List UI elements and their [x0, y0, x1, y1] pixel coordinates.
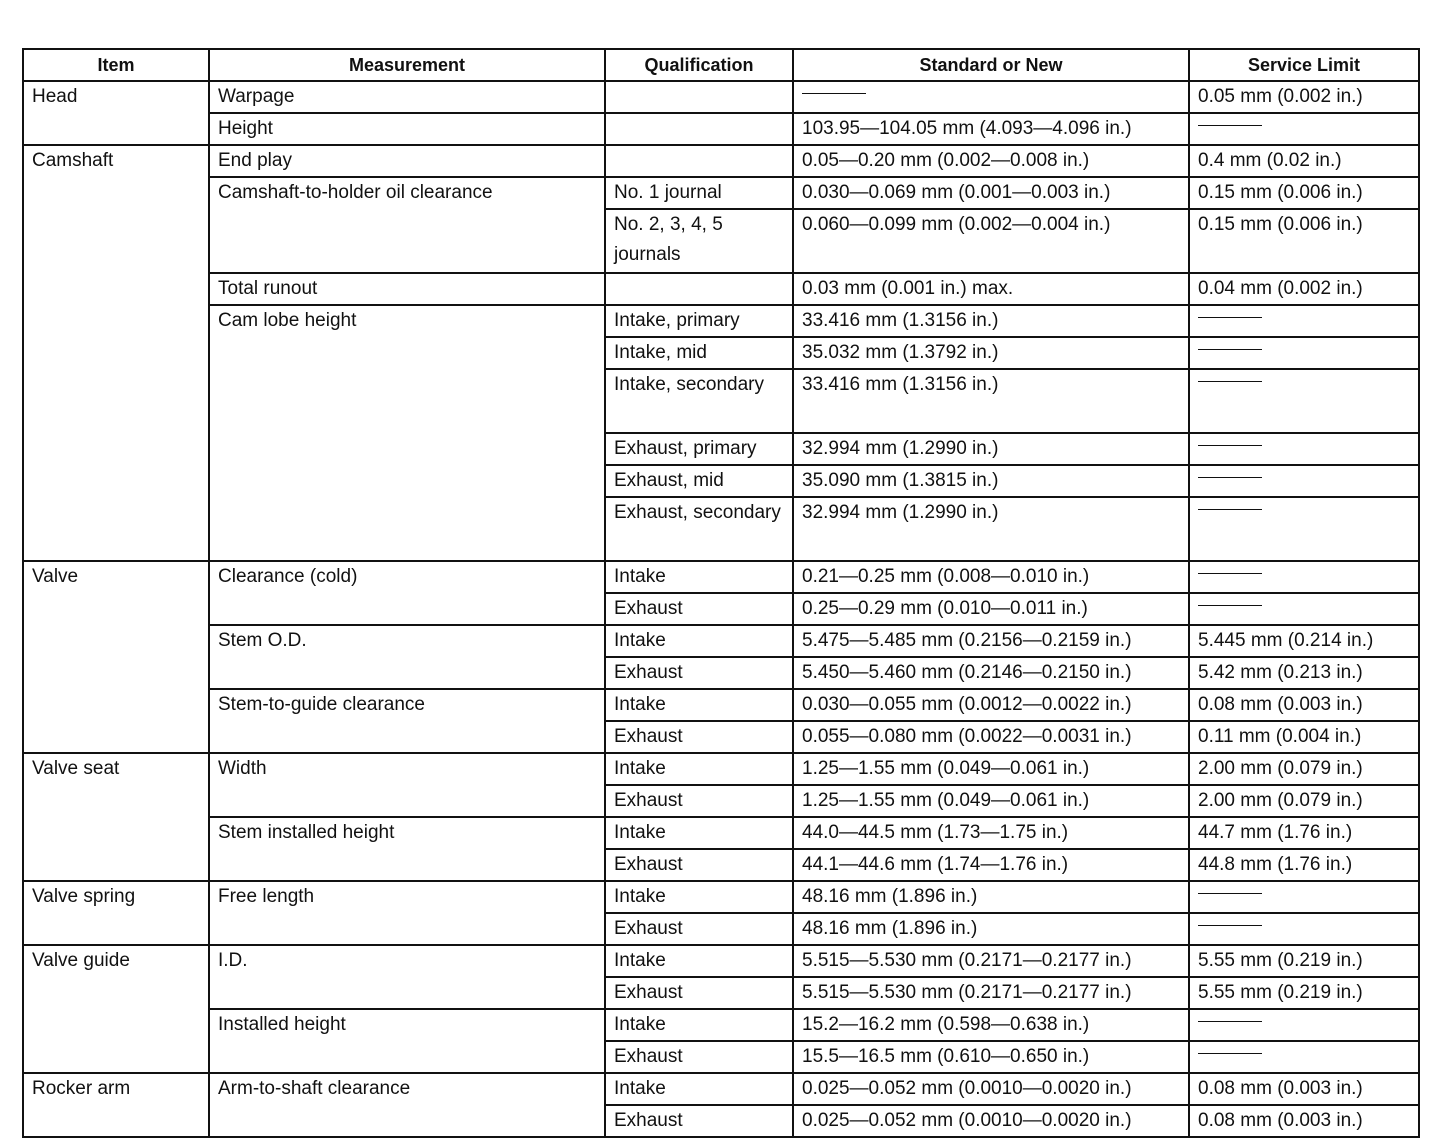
- table-row: [23, 113, 1419, 145]
- measurement-cell: Arm-to-shaft clearance: [209, 1073, 605, 1137]
- table-row: [23, 817, 1419, 849]
- limit-cell: 0.08 mm (0.003 in.): [1189, 1105, 1419, 1137]
- limit-cell: [1189, 1009, 1419, 1041]
- qualification-cell: No. 1 journal: [605, 177, 793, 209]
- table-body: [23, 81, 1419, 1137]
- limit-cell: 44.8 mm (1.76 in.): [1189, 849, 1419, 881]
- standard-cell: 0.060—0.099 mm (0.002—0.004 in.): [793, 209, 1189, 273]
- measurement-cell: Cam lobe height: [209, 305, 605, 561]
- standard-cell: 5.450—5.460 mm (0.2146—0.2150 in.): [793, 657, 1189, 689]
- limit-cell: 5.55 mm (0.219 in.): [1189, 977, 1419, 1009]
- limit-cell: 0.04 mm (0.002 in.): [1189, 273, 1419, 305]
- header-item: Item: [23, 49, 209, 81]
- measurement-cell: Stem-to-guide clearance: [209, 689, 605, 753]
- dash-icon: [1198, 893, 1262, 894]
- dash-icon: [1198, 125, 1262, 126]
- standard-cell: 15.5—16.5 mm (0.610—0.650 in.): [793, 1041, 1189, 1073]
- qualification-cell: [605, 113, 793, 145]
- standard-cell: 0.03 mm (0.001 in.) max.: [793, 273, 1189, 305]
- measurement-cell: Installed height: [209, 1009, 605, 1073]
- limit-cell: 5.55 mm (0.219 in.): [1189, 945, 1419, 977]
- dash-icon: [1198, 925, 1262, 926]
- limit-cell: 0.15 mm (0.006 in.): [1189, 177, 1419, 209]
- dash-icon: [1198, 605, 1262, 606]
- limit-cell: [1189, 465, 1419, 497]
- standard-cell: 35.032 mm (1.3792 in.): [793, 337, 1189, 369]
- table-row: [23, 689, 1419, 721]
- table-row: [23, 81, 1419, 113]
- measurement-cell: Free length: [209, 881, 605, 945]
- qualification-cell: Exhaust, primary: [605, 433, 793, 465]
- standard-cell: 32.994 mm (1.2990 in.): [793, 497, 1189, 561]
- measurement-cell: Camshaft-to-holder oil clearance: [209, 177, 605, 273]
- dash-icon: [1198, 445, 1262, 446]
- limit-cell: [1189, 497, 1419, 561]
- standard-cell: [793, 81, 1189, 113]
- standard-cell: 33.416 mm (1.3156 in.): [793, 305, 1189, 337]
- limit-cell: [1189, 433, 1419, 465]
- limit-cell: [1189, 913, 1419, 945]
- spec-table: [22, 48, 1420, 1138]
- standard-cell: 0.025—0.052 mm (0.0010—0.0020 in.): [793, 1073, 1189, 1105]
- qualification-cell: [605, 145, 793, 177]
- standard-cell: 0.25—0.29 mm (0.010—0.011 in.): [793, 593, 1189, 625]
- qualification-cell: Intake, mid: [605, 337, 793, 369]
- limit-cell: [1189, 561, 1419, 593]
- qualification-cell: Exhaust: [605, 721, 793, 753]
- limit-cell: 0.11 mm (0.004 in.): [1189, 721, 1419, 753]
- qualification-cell: Intake: [605, 561, 793, 593]
- dash-icon: [1198, 349, 1262, 350]
- standard-cell: 48.16 mm (1.896 in.): [793, 913, 1189, 945]
- qualification-cell: [605, 81, 793, 113]
- qualification-cell: Intake: [605, 753, 793, 785]
- table-row: [23, 1009, 1419, 1041]
- item-cell: Valve: [23, 561, 209, 753]
- dash-icon: [1198, 509, 1262, 510]
- table-header: [23, 49, 1419, 81]
- measurement-cell: End play: [209, 145, 605, 177]
- limit-cell: 2.00 mm (0.079 in.): [1189, 753, 1419, 785]
- standard-cell: 0.21—0.25 mm (0.008—0.010 in.): [793, 561, 1189, 593]
- standard-cell: 103.95—104.05 mm (4.093—4.096 in.): [793, 113, 1189, 145]
- standard-cell: 44.0—44.5 mm (1.73—1.75 in.): [793, 817, 1189, 849]
- item-cell: Rocker arm: [23, 1073, 209, 1137]
- standard-cell: 48.16 mm (1.896 in.): [793, 881, 1189, 913]
- measurement-cell: Stem O.D.: [209, 625, 605, 689]
- standard-cell: 5.515—5.530 mm (0.2171—0.2177 in.): [793, 977, 1189, 1009]
- standard-cell: 35.090 mm (1.3815 in.): [793, 465, 1189, 497]
- header-qualification: Qualification: [605, 49, 793, 81]
- measurement-cell: I.D.: [209, 945, 605, 1009]
- standard-cell: 1.25—1.55 mm (0.049—0.061 in.): [793, 785, 1189, 817]
- standard-cell: 32.994 mm (1.2990 in.): [793, 433, 1189, 465]
- limit-cell: [1189, 881, 1419, 913]
- dash-icon: [1198, 573, 1262, 574]
- qualification-cell: Exhaust, mid: [605, 465, 793, 497]
- qualification-cell: Exhaust: [605, 977, 793, 1009]
- limit-cell: 0.4 mm (0.02 in.): [1189, 145, 1419, 177]
- standard-cell: 15.2—16.2 mm (0.598—0.638 in.): [793, 1009, 1189, 1041]
- item-cell: Camshaft: [23, 145, 209, 561]
- measurement-cell: Clearance (cold): [209, 561, 605, 625]
- limit-cell: [1189, 1041, 1419, 1073]
- table-row: [23, 753, 1419, 785]
- header-standard: Standard or New: [793, 49, 1189, 81]
- qualification-cell: Exhaust: [605, 785, 793, 817]
- standard-cell: 0.05—0.20 mm (0.002—0.008 in.): [793, 145, 1189, 177]
- qualification-cell: Exhaust: [605, 1041, 793, 1073]
- standard-cell: 0.025—0.052 mm (0.0010—0.0020 in.): [793, 1105, 1189, 1137]
- table-row: [23, 177, 1419, 209]
- measurement-cell: Total runout: [209, 273, 605, 305]
- table-row: [23, 561, 1419, 593]
- dash-icon: [1198, 477, 1262, 478]
- limit-cell: [1189, 305, 1419, 337]
- qualification-cell: Intake: [605, 817, 793, 849]
- limit-cell: [1189, 369, 1419, 433]
- limit-cell: 0.05 mm (0.002 in.): [1189, 81, 1419, 113]
- table-row: [23, 1073, 1419, 1105]
- standard-cell: 5.515—5.530 mm (0.2171—0.2177 in.): [793, 945, 1189, 977]
- standard-cell: 1.25—1.55 mm (0.049—0.061 in.): [793, 753, 1189, 785]
- limit-cell: [1189, 113, 1419, 145]
- qualification-cell: Intake: [605, 689, 793, 721]
- qualification-cell: Intake: [605, 945, 793, 977]
- qualification-cell: Intake, primary: [605, 305, 793, 337]
- dash-icon: [1198, 1053, 1262, 1054]
- standard-cell: 5.475—5.485 mm (0.2156—0.2159 in.): [793, 625, 1189, 657]
- qualification-cell: Intake, secondary: [605, 369, 793, 433]
- limit-cell: 0.15 mm (0.006 in.): [1189, 209, 1419, 273]
- dash-icon: [1198, 381, 1262, 382]
- item-cell: Valve seat: [23, 753, 209, 881]
- limit-cell: [1189, 593, 1419, 625]
- qualification-cell: Intake: [605, 625, 793, 657]
- limit-cell: 5.42 mm (0.213 in.): [1189, 657, 1419, 689]
- measurement-cell: Warpage: [209, 81, 605, 113]
- table-row: [23, 145, 1419, 177]
- measurement-cell: Width: [209, 753, 605, 817]
- table-row: [23, 625, 1419, 657]
- qualification-cell: Intake: [605, 1073, 793, 1105]
- table-row: [23, 945, 1419, 977]
- measurement-cell: Stem installed height: [209, 817, 605, 881]
- header-measurement: Measurement: [209, 49, 605, 81]
- table-row: [23, 881, 1419, 913]
- header-service-limit: Service Limit: [1189, 49, 1419, 81]
- item-cell: Valve spring: [23, 881, 209, 945]
- limit-cell: 44.7 mm (1.76 in.): [1189, 817, 1419, 849]
- dash-icon: [802, 93, 866, 94]
- qualification-cell: Intake: [605, 881, 793, 913]
- item-cell: Valve guide: [23, 945, 209, 1073]
- limit-cell: 5.445 mm (0.214 in.): [1189, 625, 1419, 657]
- measurement-cell: Height: [209, 113, 605, 145]
- qualification-cell: Exhaust: [605, 849, 793, 881]
- qualification-cell: Exhaust: [605, 913, 793, 945]
- qualification-cell: Intake: [605, 1009, 793, 1041]
- qualification-cell: No. 2, 3, 4, 5 journals: [605, 209, 793, 273]
- header-row: [23, 49, 1419, 81]
- qualification-cell: Exhaust: [605, 657, 793, 689]
- standard-cell: 44.1—44.6 mm (1.74—1.76 in.): [793, 849, 1189, 881]
- table-row: [23, 305, 1419, 337]
- limit-cell: 0.08 mm (0.003 in.): [1189, 1073, 1419, 1105]
- standard-cell: 0.030—0.069 mm (0.001—0.003 in.): [793, 177, 1189, 209]
- qualification-cell: Exhaust: [605, 593, 793, 625]
- limit-cell: [1189, 337, 1419, 369]
- dash-icon: [1198, 1021, 1262, 1022]
- qualification-cell: Exhaust: [605, 1105, 793, 1137]
- table-row: [23, 273, 1419, 305]
- standard-cell: 33.416 mm (1.3156 in.): [793, 369, 1189, 433]
- qualification-cell: Exhaust, secondary: [605, 497, 793, 561]
- standard-cell: 0.055—0.080 mm (0.0022—0.0031 in.): [793, 721, 1189, 753]
- item-cell: Head: [23, 81, 209, 145]
- limit-cell: 0.08 mm (0.003 in.): [1189, 689, 1419, 721]
- standard-cell: 0.030—0.055 mm (0.0012—0.0022 in.): [793, 689, 1189, 721]
- dash-icon: [1198, 317, 1262, 318]
- qualification-cell: [605, 273, 793, 305]
- limit-cell: 2.00 mm (0.079 in.): [1189, 785, 1419, 817]
